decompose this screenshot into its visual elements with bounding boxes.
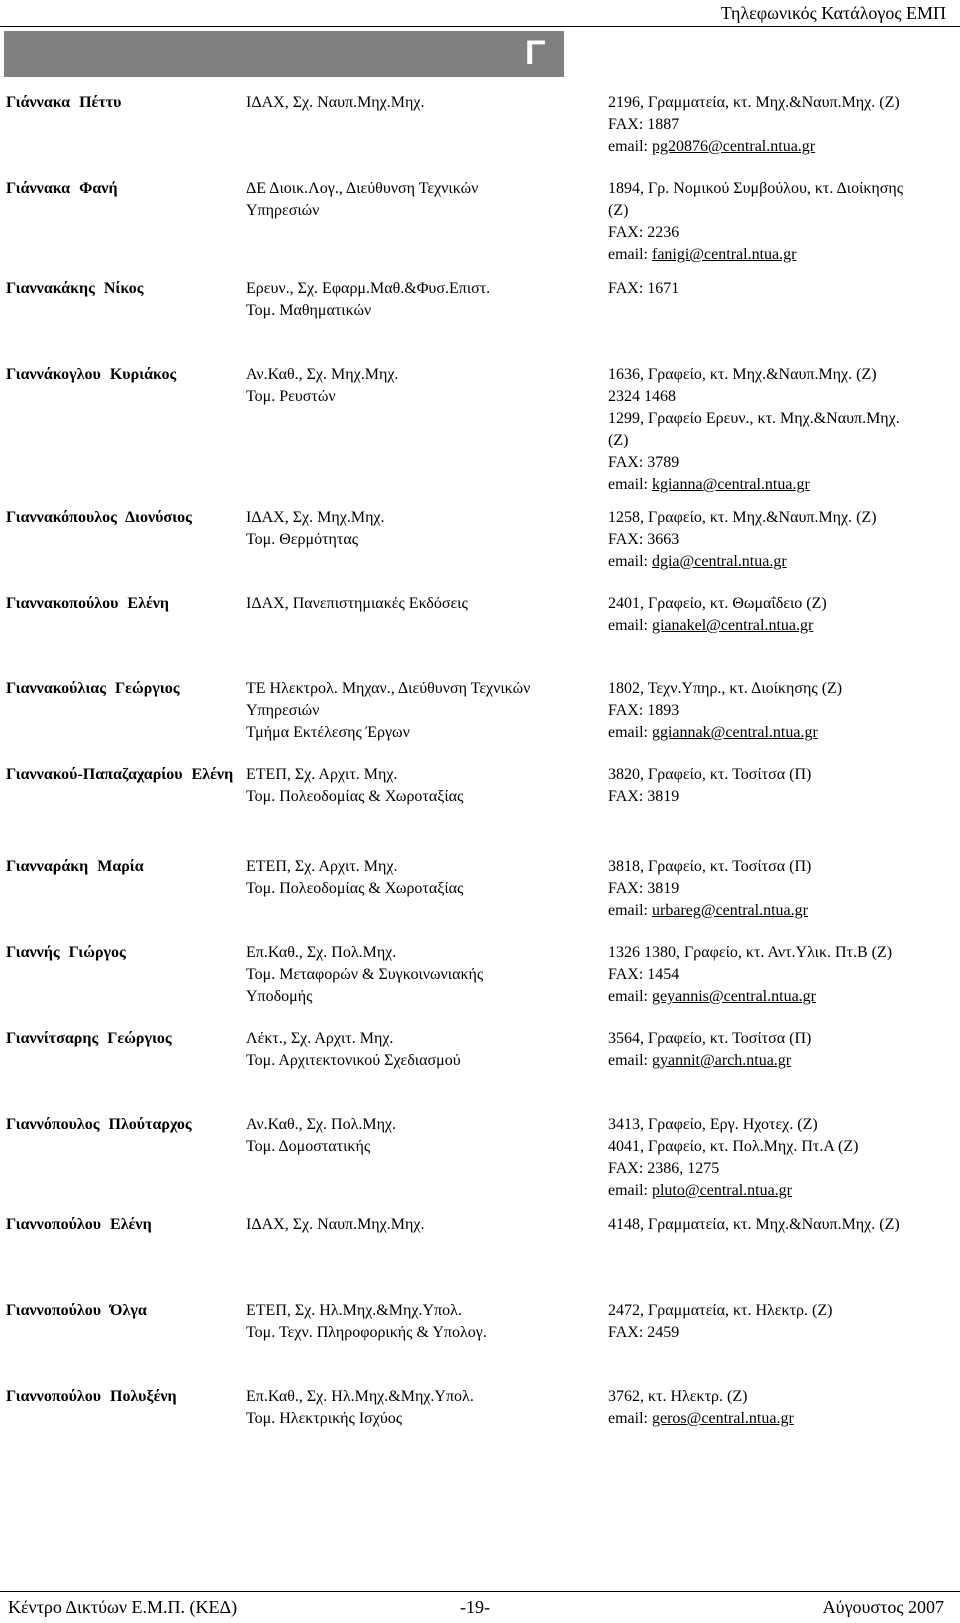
affiliation-line: Τομ. Πολεοδομίας & Χωροταξίας [246, 788, 464, 805]
affiliation-line: ΕΤΕΠ, Σχ. Ηλ.Μηχ.&Μηχ.Υπολ. [246, 1302, 462, 1319]
affiliation-line: Τομ. Ηλεκτρικής Ισχύος [246, 1410, 403, 1427]
affiliation-line: ΙΔΑΧ, Σχ. Ναυπ.Μηχ.Μηχ. [246, 1216, 425, 1233]
email-label: email: [608, 476, 652, 493]
email-link[interactable]: kgianna@central.ntua.gr [651, 476, 810, 493]
page-footer [0, 1596, 960, 1618]
affiliation [246, 593, 576, 615]
affiliation [246, 678, 576, 744]
contact-line: (Ζ) [608, 202, 629, 219]
email-link[interactable]: ggiannak@central.ntua.gr [651, 724, 818, 741]
email-label: email: [608, 246, 652, 263]
affiliation [246, 1114, 576, 1158]
person-name: Γιαννάκογλου Κυριάκος [6, 366, 177, 383]
contact-line: FAX: 1454 [608, 966, 680, 983]
contact-line: 3413, Γραφείο, Εργ. Ηχοτεχ. (Ζ) [608, 1116, 818, 1133]
contact-line: 3818, Γραφείο, κτ. Τοσίτσα (Π) [608, 858, 812, 875]
affiliation-line: Τομ. Ρευστών [246, 388, 336, 405]
contact-info [608, 1300, 958, 1344]
person-name: Γιαννοπούλου Πολυξένη [6, 1388, 177, 1405]
footer-date: Αύγουστος 2007 [822, 1597, 944, 1617]
contact-info [608, 1028, 958, 1072]
email-line [608, 474, 958, 496]
contact-line: 2324 1468 [608, 388, 676, 405]
email-label: email: [608, 988, 652, 1005]
contact-info [608, 92, 958, 158]
affiliation-line: Λέκτ., Σχ. Αρχιτ. Μηχ. [246, 1030, 394, 1047]
contact-line: 1326 1380, Γραφείο, κτ. Αντ.Υλικ. Πτ.Β (Ζ) [608, 944, 893, 961]
person-name: Γιαννακού-Παπαζαχαρίου Ελένη [6, 766, 234, 783]
affiliation [246, 856, 576, 900]
person-name: Γιαννακόπουλος Διονύσιος [6, 509, 192, 526]
affiliation [246, 178, 576, 222]
contact-line: 2196, Γραμματεία, κτ. Μηχ.&Ναυπ.Μηχ. (Ζ) [608, 94, 900, 111]
section-letter-bar [4, 31, 564, 77]
person-name: Γιανναράκη Μαρία [6, 858, 144, 875]
contact-line: FAX: 3819 [608, 880, 680, 897]
person-name: Γιαννόπουλος Πλούταρχος [6, 1116, 192, 1133]
affiliation-line: ΔΕ Διοικ.Λογ., Διεύθυνση Τεχνικών [246, 180, 479, 197]
affiliation-line: Τομ. Πολεοδομίας & Χωροταξίας [246, 880, 464, 897]
affiliation-line: Τομ. Δομοστατικής [246, 1138, 371, 1155]
affiliation-line: Υπηρεσιών [246, 702, 320, 719]
contact-info [608, 507, 958, 573]
footer-page-number: -19- [460, 1597, 490, 1617]
person-name: Γιαννής Γιώργος [6, 944, 126, 961]
section-letter: Γ [525, 34, 546, 72]
email-link[interactable]: dgia@central.ntua.gr [651, 553, 787, 570]
email-link[interactable]: gyannit@arch.ntua.gr [651, 1052, 792, 1069]
email-label: email: [608, 553, 652, 570]
email-line [608, 1180, 958, 1202]
email-line [608, 1050, 958, 1072]
affiliation [246, 278, 576, 322]
contact-line: FAX: 2236 [608, 224, 680, 241]
person-name: Γιαννακούλιας Γεώργιος [6, 680, 180, 697]
contact-info [608, 1214, 958, 1236]
email-label: email: [608, 138, 652, 155]
email-line [608, 986, 958, 1008]
affiliation-line: Επ.Καθ., Σχ. Ηλ.Μηχ.&Μηχ.Υπολ. [246, 1388, 474, 1405]
affiliation [246, 92, 576, 114]
affiliation-line: Τομ. Μεταφορών & Συγκοινωνιακής [246, 966, 484, 983]
contact-line: 3820, Γραφείο, κτ. Τοσίτσα (Π) [608, 766, 812, 783]
person-name: Γιαννίτσαρης Γεώργιος [6, 1030, 172, 1047]
contact-info [608, 178, 958, 266]
email-link[interactable]: urbareg@central.ntua.gr [651, 902, 808, 919]
affiliation-line: Τομ. Τεχν. Πληροφορικής & Υπολογ. [246, 1324, 487, 1341]
email-label: email: [608, 1052, 652, 1069]
affiliation-line: Υποδομής [246, 988, 313, 1005]
email-line [608, 615, 958, 637]
email-link[interactable]: pg20876@central.ntua.gr [651, 138, 816, 155]
contact-info [608, 856, 958, 922]
affiliation-line: Ερευν., Σχ. Εφαρμ.Μαθ.&Φυσ.Επιστ. [246, 280, 491, 297]
contact-line: FAX: 3789 [608, 454, 680, 471]
affiliation-line: ΙΔΑΧ, Σχ. Μηχ.Μηχ. [246, 509, 385, 526]
affiliation-line: Αν.Καθ., Σχ. Μηχ.Μηχ. [246, 366, 399, 383]
contact-line: 1802, Τεχν.Υπηρ., κτ. Διοίκησης (Ζ) [608, 680, 843, 697]
contact-info [608, 764, 958, 808]
affiliation-line: ΙΔΑΧ, Πανεπιστημιακές Εκδόσεις [246, 595, 468, 612]
person-name: Γιαννοπούλου Ελένη [6, 1216, 152, 1233]
contact-line: FAX: 3663 [608, 531, 680, 548]
email-link[interactable]: gianakel@central.ntua.gr [651, 617, 814, 634]
affiliation [246, 1028, 576, 1072]
contact-line: 4041, Γραφείο, κτ. Πολ.Μηχ. Πτ.Α (Ζ) [608, 1138, 859, 1155]
affiliation-line: ΕΤΕΠ, Σχ. Αρχιτ. Μηχ. [246, 766, 398, 783]
contact-info [608, 278, 958, 300]
person-name: Γιάννακα Φανή [6, 180, 118, 197]
affiliation-line: Επ.Καθ., Σχ. Πολ.Μηχ. [246, 944, 397, 961]
contact-line: FAX: 1893 [608, 702, 680, 719]
person-name: Γιαννακάκης Νίκος [6, 280, 144, 297]
footer-organization: Κέντρο Δικτύων Ε.Μ.Π. (ΚΕΔ) [8, 1597, 238, 1617]
header-rule [0, 26, 960, 27]
email-label: email: [608, 724, 652, 741]
email-label: email: [608, 1182, 652, 1199]
email-label: email: [608, 1410, 652, 1427]
email-line [608, 551, 958, 573]
email-link[interactable]: pluto@central.ntua.gr [651, 1182, 793, 1199]
contact-line: 2472, Γραμματεία, κτ. Ηλεκτρ. (Ζ) [608, 1302, 833, 1319]
email-label: email: [608, 617, 652, 634]
contact-line: FAX: 1671 [608, 280, 680, 297]
contact-info [608, 593, 958, 637]
contact-line: 2401, Γραφείο, κτ. Θωμαΐδειο (Ζ) [608, 595, 827, 612]
affiliation [246, 942, 576, 1008]
affiliation-line: ΙΔΑΧ, Σχ. Ναυπ.Μηχ.Μηχ. [246, 94, 425, 111]
contact-line: FAX: 2459 [608, 1324, 680, 1341]
contact-info [608, 1114, 958, 1202]
contact-line: FAX: 2386, 1275 [608, 1160, 720, 1177]
person-name: Γιαννοπούλου Όλγα [6, 1302, 147, 1319]
affiliation-line: ΕΤΕΠ, Σχ. Αρχιτ. Μηχ. [246, 858, 398, 875]
affiliation [246, 507, 576, 551]
footer-rule [0, 1591, 960, 1592]
contact-line: 1258, Γραφείο, κτ. Μηχ.&Ναυπ.Μηχ. (Ζ) [608, 509, 877, 526]
person-name: Γιάννακα Πέττυ [6, 94, 122, 111]
email-line [608, 722, 958, 744]
affiliation [246, 1300, 576, 1344]
contact-line: 1894, Γρ. Νομικού Συμβούλου, κτ. Διοίκησης [608, 180, 904, 197]
affiliation [246, 1214, 576, 1236]
email-link[interactable]: fanigi@central.ntua.gr [651, 246, 797, 263]
affiliation-line: Υπηρεσιών [246, 202, 320, 219]
contact-line: 1299, Γραφείο Ερευν., κτ. Μηχ.&Ναυπ.Μηχ. [608, 410, 900, 427]
person-name: Γιαννακοπούλου Ελένη [6, 595, 170, 612]
contact-info [608, 942, 958, 1008]
email-line [608, 900, 958, 922]
email-label: email: [608, 902, 652, 919]
email-line [608, 244, 958, 266]
affiliation-line: ΤΕ Ηλεκτρολ. Μηχαν., Διεύθυνση Τεχνικών [246, 680, 531, 697]
email-line [608, 136, 958, 158]
contact-line: FAX: 1887 [608, 116, 680, 133]
affiliation-line: Τμήμα Εκτέλεσης Έργων [246, 724, 410, 741]
contact-line: 3762, κτ. Ηλεκτρ. (Ζ) [608, 1388, 748, 1405]
contact-line: (Ζ) [608, 432, 629, 449]
affiliation-line: Τομ. Αρχιτεκτονικού Σχεδιασμού [246, 1052, 461, 1069]
contact-line: 4148, Γραμματεία, κτ. Μηχ.&Ναυπ.Μηχ. (Ζ) [608, 1216, 900, 1233]
email-link[interactable]: geyannis@central.ntua.gr [651, 988, 816, 1005]
email-link[interactable]: geros@central.ntua.gr [651, 1410, 794, 1427]
affiliation-line: Τομ. Μαθηματικών [246, 302, 372, 319]
affiliation [246, 364, 576, 408]
affiliation [246, 1386, 576, 1430]
affiliation [246, 764, 576, 808]
contact-line: 3564, Γραφείο, κτ. Τοσίτσα (Π) [608, 1030, 812, 1047]
contact-info [608, 1386, 958, 1430]
affiliation-line: Τομ. Θερμότητας [246, 531, 359, 548]
contact-info [608, 364, 958, 496]
contact-line: FAX: 3819 [608, 788, 680, 805]
contact-line: 1636, Γραφείο, κτ. Μηχ.&Ναυπ.Μηχ. (Ζ) [608, 366, 877, 383]
email-line [608, 1408, 958, 1430]
document-header-title: Τηλεφωνικός Κατάλογος ΕΜΠ [720, 3, 946, 23]
contact-info [608, 678, 958, 744]
affiliation-line: Αν.Καθ., Σχ. Πολ.Μηχ. [246, 1116, 397, 1133]
